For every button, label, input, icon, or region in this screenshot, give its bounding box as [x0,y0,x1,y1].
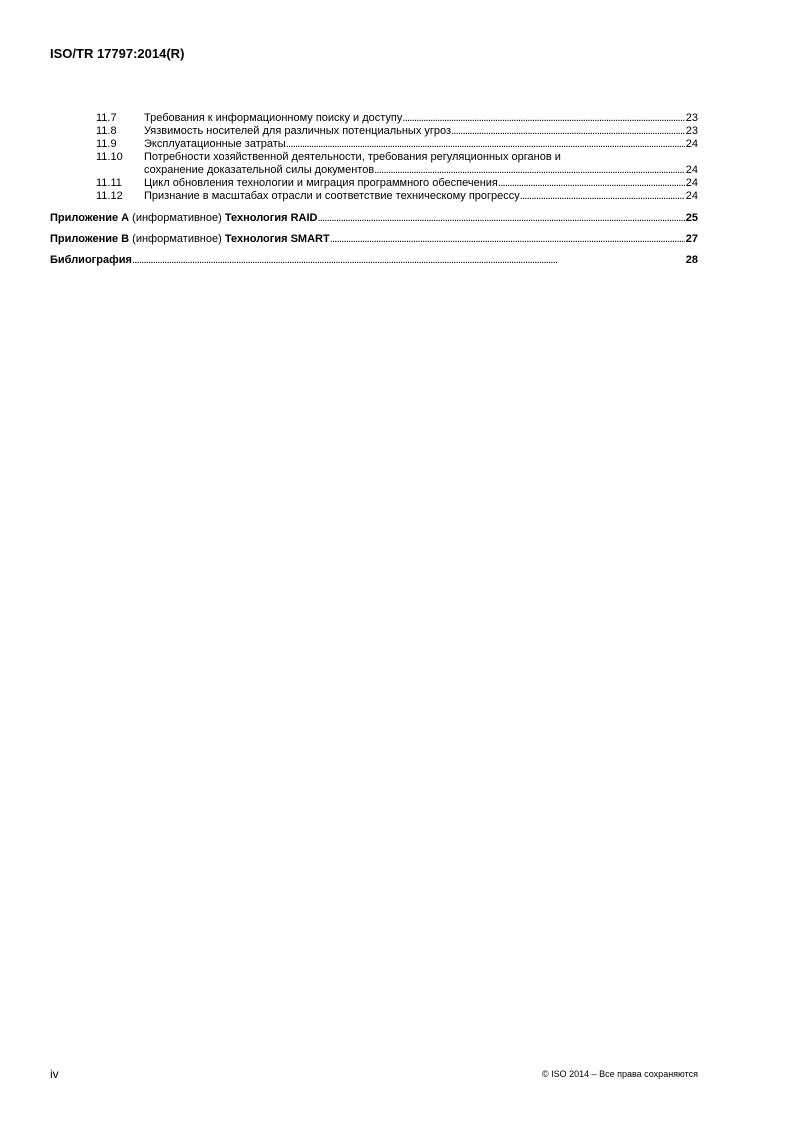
annex-title: Технология RAID [224,212,318,224]
dot-leader [374,164,685,177]
dot-leader [520,190,685,203]
toc-entry-page: 24 [685,164,698,176]
dot-leader [330,233,685,246]
dot-leader [286,138,685,151]
toc-entry-title: Требования к информационному поиску и доступу [144,112,403,124]
annex-type: (информативное) [132,212,222,224]
toc-entry-11-11[interactable] [50,177,698,190]
toc-entry-page: 25 [685,212,698,224]
toc-entry-11-9[interactable] [50,138,698,151]
bibliography-title: Библиография [50,254,132,266]
toc-entry-title: Цикл обновления технологии и миграция программного обеспечения [144,177,498,189]
dot-leader [132,254,685,267]
toc-entry-page: 23 [685,125,698,137]
toc-entry-number: 11.11 [96,177,122,189]
toc-entry-annex-b[interactable] [50,233,698,246]
toc-entry-number: 11.8 [96,125,117,137]
dot-leader [498,177,685,190]
toc-entry-annex-a[interactable] [50,212,698,225]
annex-type: (информативное) [132,233,222,245]
toc-entry-page: 28 [685,254,698,266]
table-of-contents [50,112,698,267]
toc-entry-number: 11.9 [96,138,117,150]
toc-entry-page: 23 [685,112,698,124]
dot-leader [451,125,685,138]
copyright-notice: © ISO 2014 – Все права сохраняются [541,1069,698,1079]
toc-entry-bibliography[interactable] [50,254,698,267]
toc-entry-page: 24 [685,190,698,202]
annex-title: Технология SMART [224,233,330,245]
page-number: iv [50,1067,59,1081]
toc-entry-11-7[interactable] [50,112,698,125]
document-id: ISO/TR 17797:2014(R) [50,46,185,61]
toc-entry-title: Уязвимость носителей для различных потенциальных угроз [144,125,452,137]
toc-entry-title: Признание в масштабах отрасли и соответствие техническому прогрессу [144,190,520,202]
toc-entry-page: 24 [685,177,698,189]
toc-entry-page: 27 [685,233,698,245]
toc-entry-title-line2: сохранение доказательной силы документов [144,164,375,176]
toc-entry-page: 24 [685,138,698,150]
toc-entry-number: 11.7 [96,112,117,124]
toc-entry-11-10[interactable] [50,151,698,177]
dot-leader [402,112,684,125]
annex-label: Приложение A [50,212,130,224]
dot-leader [317,212,684,225]
toc-entry-number: 11.12 [96,190,123,202]
toc-entry-11-8[interactable] [50,125,698,138]
toc-entry-number: 11.10 [96,151,123,163]
annex-label: Приложение B [50,233,130,245]
toc-entry-title-line1: Потребности хозяйственной деятельности, требования регуляционных органов и [144,151,561,163]
toc-entry-title: Эксплуатационные затраты [144,138,286,150]
toc-entry-11-12[interactable] [50,190,698,203]
